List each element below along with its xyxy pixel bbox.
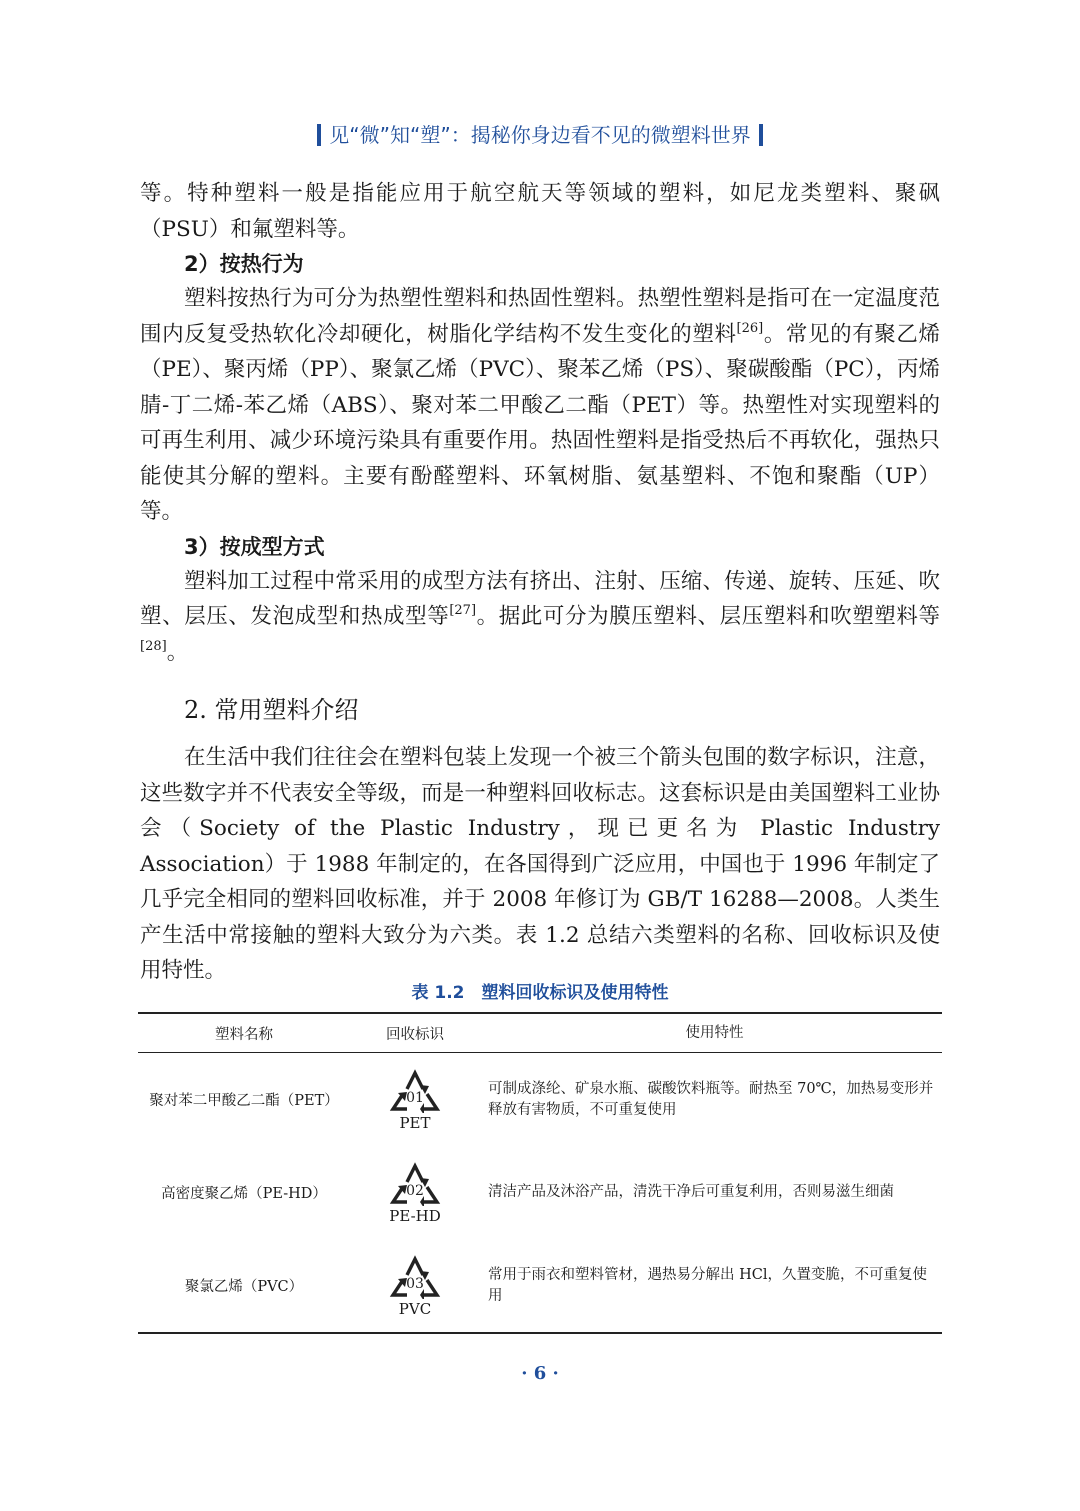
- recycling-symbol: [350, 1053, 480, 1147]
- heading-thermal-behavior: 2）按热行为: [184, 252, 304, 276]
- citation-26[interactable]: [26]: [736, 320, 764, 336]
- recycle-triangle-icon: [386, 1160, 444, 1206]
- plastic-name: 聚对苯二甲酸乙二酯（PET）: [149, 1093, 339, 1109]
- paragraph-recycling-codes: 在生活中我们往往会在塑料包装上发现一个被三个箭头包围的数字标识，注意，这些数字并不代表安全等级，而是一种塑料回收标志。这套标识是由美国塑料工业协会（Society of the Plastic Industry，现已更名为 Plastic Industry Association）于 1988 年制定的，在各国得到广泛应用，中国也于 1996 年制定了几乎完全相同的塑料回收标准，并于 2008 年修订为 GB/T 16288—2008。人类生产生活中常接触的塑料大致分为六类。表 1.2 总结六类塑料的名称、回收标识及使用特性。: [140, 745, 940, 983]
- header-right-bar: [759, 124, 763, 146]
- section-classification: [140, 176, 940, 670]
- header-properties: 使用特性: [480, 1013, 942, 1053]
- running-header: [0, 121, 1080, 149]
- header-plastic-name: 塑料名称: [138, 1013, 350, 1053]
- recycling-symbol: [350, 1239, 480, 1333]
- table-row: [138, 1239, 942, 1333]
- citation-27[interactable]: [27]: [449, 603, 477, 618]
- plastic-property: 清洁产品及沐浴产品，清洗干净后可重复利用，否则易滋生细菌: [488, 1184, 894, 1200]
- recycle-code: 03: [406, 1276, 424, 1292]
- plastic-name: 高密度聚乙烯（PE-HD）: [161, 1186, 327, 1202]
- table-header-row: [138, 1013, 942, 1053]
- recycle-abbr: PE-HD: [389, 1207, 441, 1225]
- table-row: [138, 1146, 942, 1239]
- heading-molding-method: 3）按成型方式: [184, 534, 325, 559]
- recycling-table: [138, 1012, 942, 1334]
- recycle-triangle-icon: [386, 1067, 444, 1113]
- plastic-property: 可制成涤纶、矿泉水瓶、碳酸饮料瓶等。耐热至 70℃，加热易变形并释放有害物质，不可重复使用: [488, 1080, 934, 1118]
- section-common-plastics: [140, 692, 940, 989]
- recycle-triangle-icon: [386, 1253, 444, 1299]
- paragraph-continued: 等。特种塑料一般是指能应用于航空航天等领域的塑料，如尼龙类塑料、聚砜（PSU）和氟塑料等。: [140, 181, 940, 242]
- recycle-abbr: PVC: [398, 1300, 432, 1318]
- recycle-abbr: PET: [399, 1114, 431, 1132]
- table-caption: 表 1.2 塑料回收标识及使用特性: [411, 983, 669, 1003]
- paragraph-thermal: 塑料按热行为可分为热塑性塑料和热固性塑料。热塑性塑料是指可在一定温度范围内反复受热软化冷却硬化，树脂化学结构不发生变化的塑料[26]。常见的有聚乙烯（PE）、聚丙烯（PP）、聚氯乙烯（PVC）、聚苯乙烯（PS）、聚碳酸酯（PC），丙烯腈-丁二烯-苯乙烯（ABS）、聚对苯二甲酸乙二酯（PET）等。热塑性对实现塑料的可再生利用、减少环境污染具有重要作用。热固性塑料是指受热后不再软化，强热只能使其分解的塑料。主要有酚醛塑料、环氧树脂、氨基塑料、不饱和聚酯（UP）等。: [140, 286, 940, 524]
- header-left-bar: [317, 124, 321, 146]
- plastic-name: 聚氯乙烯（PVC）: [184, 1279, 304, 1295]
- recycle-code: 01: [406, 1090, 424, 1106]
- header-title: 见“微”知“塑”：揭秘你身边看不见的微塑料世界: [329, 123, 751, 147]
- header-recycling-code: 回收标识: [350, 1013, 480, 1053]
- citation-28[interactable]: [28]: [140, 638, 167, 654]
- recycling-symbol: [350, 1146, 480, 1239]
- page-number: · 6 ·: [521, 1363, 559, 1384]
- section-heading: 2. 常用塑料介绍: [184, 696, 359, 724]
- paragraph-molding: 塑料加工过程中常采用的成型方法有挤出、注射、压缩、传递、旋转、压延、吹塑、层压、发泡成型和热成型等[27]。据此可分为膜压塑料、层压塑料和吹塑塑料等[28]。: [140, 568, 940, 665]
- table-row: [138, 1053, 942, 1147]
- recycle-code: 02: [406, 1183, 424, 1199]
- plastic-property: 常用于雨衣和塑料管材，遇热易分解出 HCl，久置变脆，不可重复使用: [488, 1266, 927, 1304]
